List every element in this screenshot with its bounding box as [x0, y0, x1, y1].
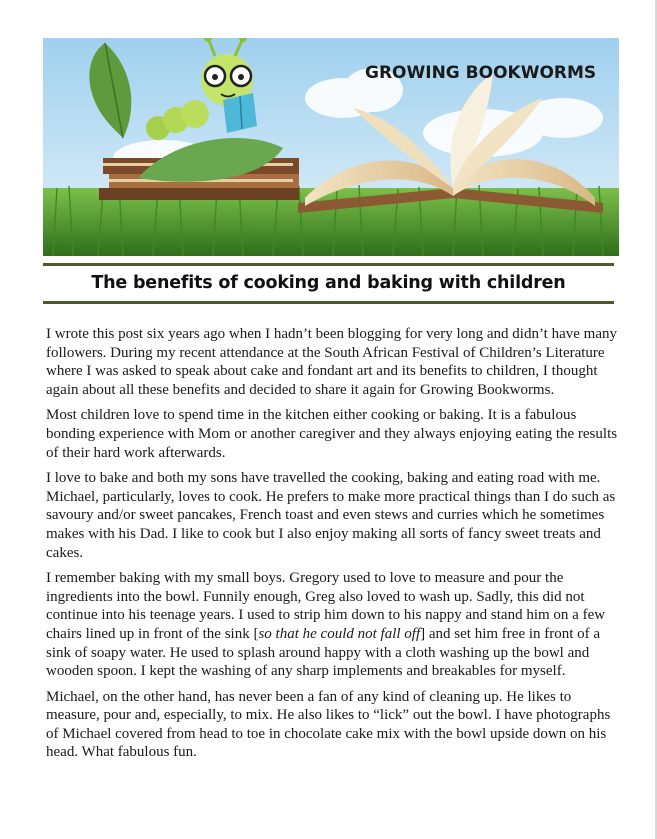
title-rule-top: [43, 263, 614, 266]
paragraph-2: Most children love to spend time in the kitchen either cooking or baking. It is a fabulous bonding experience with Mom or another caregiver and they always enjoying eating the results of their hard work afterwards.: [46, 407, 618, 461]
paragraph-1: I wrote this post six years ago when I hadn’t been blogging for very long and didn’t have many followers. During my recent attendance at the South African Festival of Children’s Literature where I was asked to speak about cake and fondant art and its benefits to children, I thought again about all these benefits and decided to share it again for Growing Bookworms.: [46, 326, 617, 398]
paragraph-4-emphasis: so that he could not fall off: [258, 625, 421, 642]
paragraph-5: Michael, on the other hand, has never been a fan of any kind of cleaning up. He likes to measure, pour and, especially, to mix. He also likes to “lick” out the bowl. I have photographs of Michael covered from head to toe in chocolate cake mix with the bowl upside down on his head. What fabulous fun.: [46, 688, 611, 761]
article-body: [46, 325, 620, 769]
paragraph-4: [46, 569, 620, 681]
banner-image: [43, 38, 619, 256]
brand-logo-text: GROWING BOOKWORMS: [365, 63, 597, 83]
paragraph-4-text-a: I remember baking with my small boys. Gregory used to love to measure and pour the ingredients into the bowl. Funnily enough, Greg also loved to wash up. Sadly, this did not continue into his teenage years. I used to strip him down to his nappy and stand him on a few chairs lined up in front of the sink [: [46, 570, 606, 642]
article-title: The benefits of cooking and baking with children: [91, 273, 566, 293]
title-rule-bottom: [43, 301, 614, 304]
paragraph-4-text-b: ] and set him free in front of a sink of soapy water. He used to splash around happy with a cloth washing up the bowl and wooden spoon. I kept the washing of any sharp implements and breakables for myself.: [46, 625, 601, 680]
paragraph-3: I love to bake and both my sons have travelled the cooking, baking and eating road with me. Michael, particularly, loves to cook. He prefers to make more practical things than I do such as savoury and/or sweet pancakes, French toast and even stews and curries which he sometimes makes with his Dad. I like to cook but I also enjoy making all sorts of fancy sweet treats and cakes.: [46, 470, 616, 561]
